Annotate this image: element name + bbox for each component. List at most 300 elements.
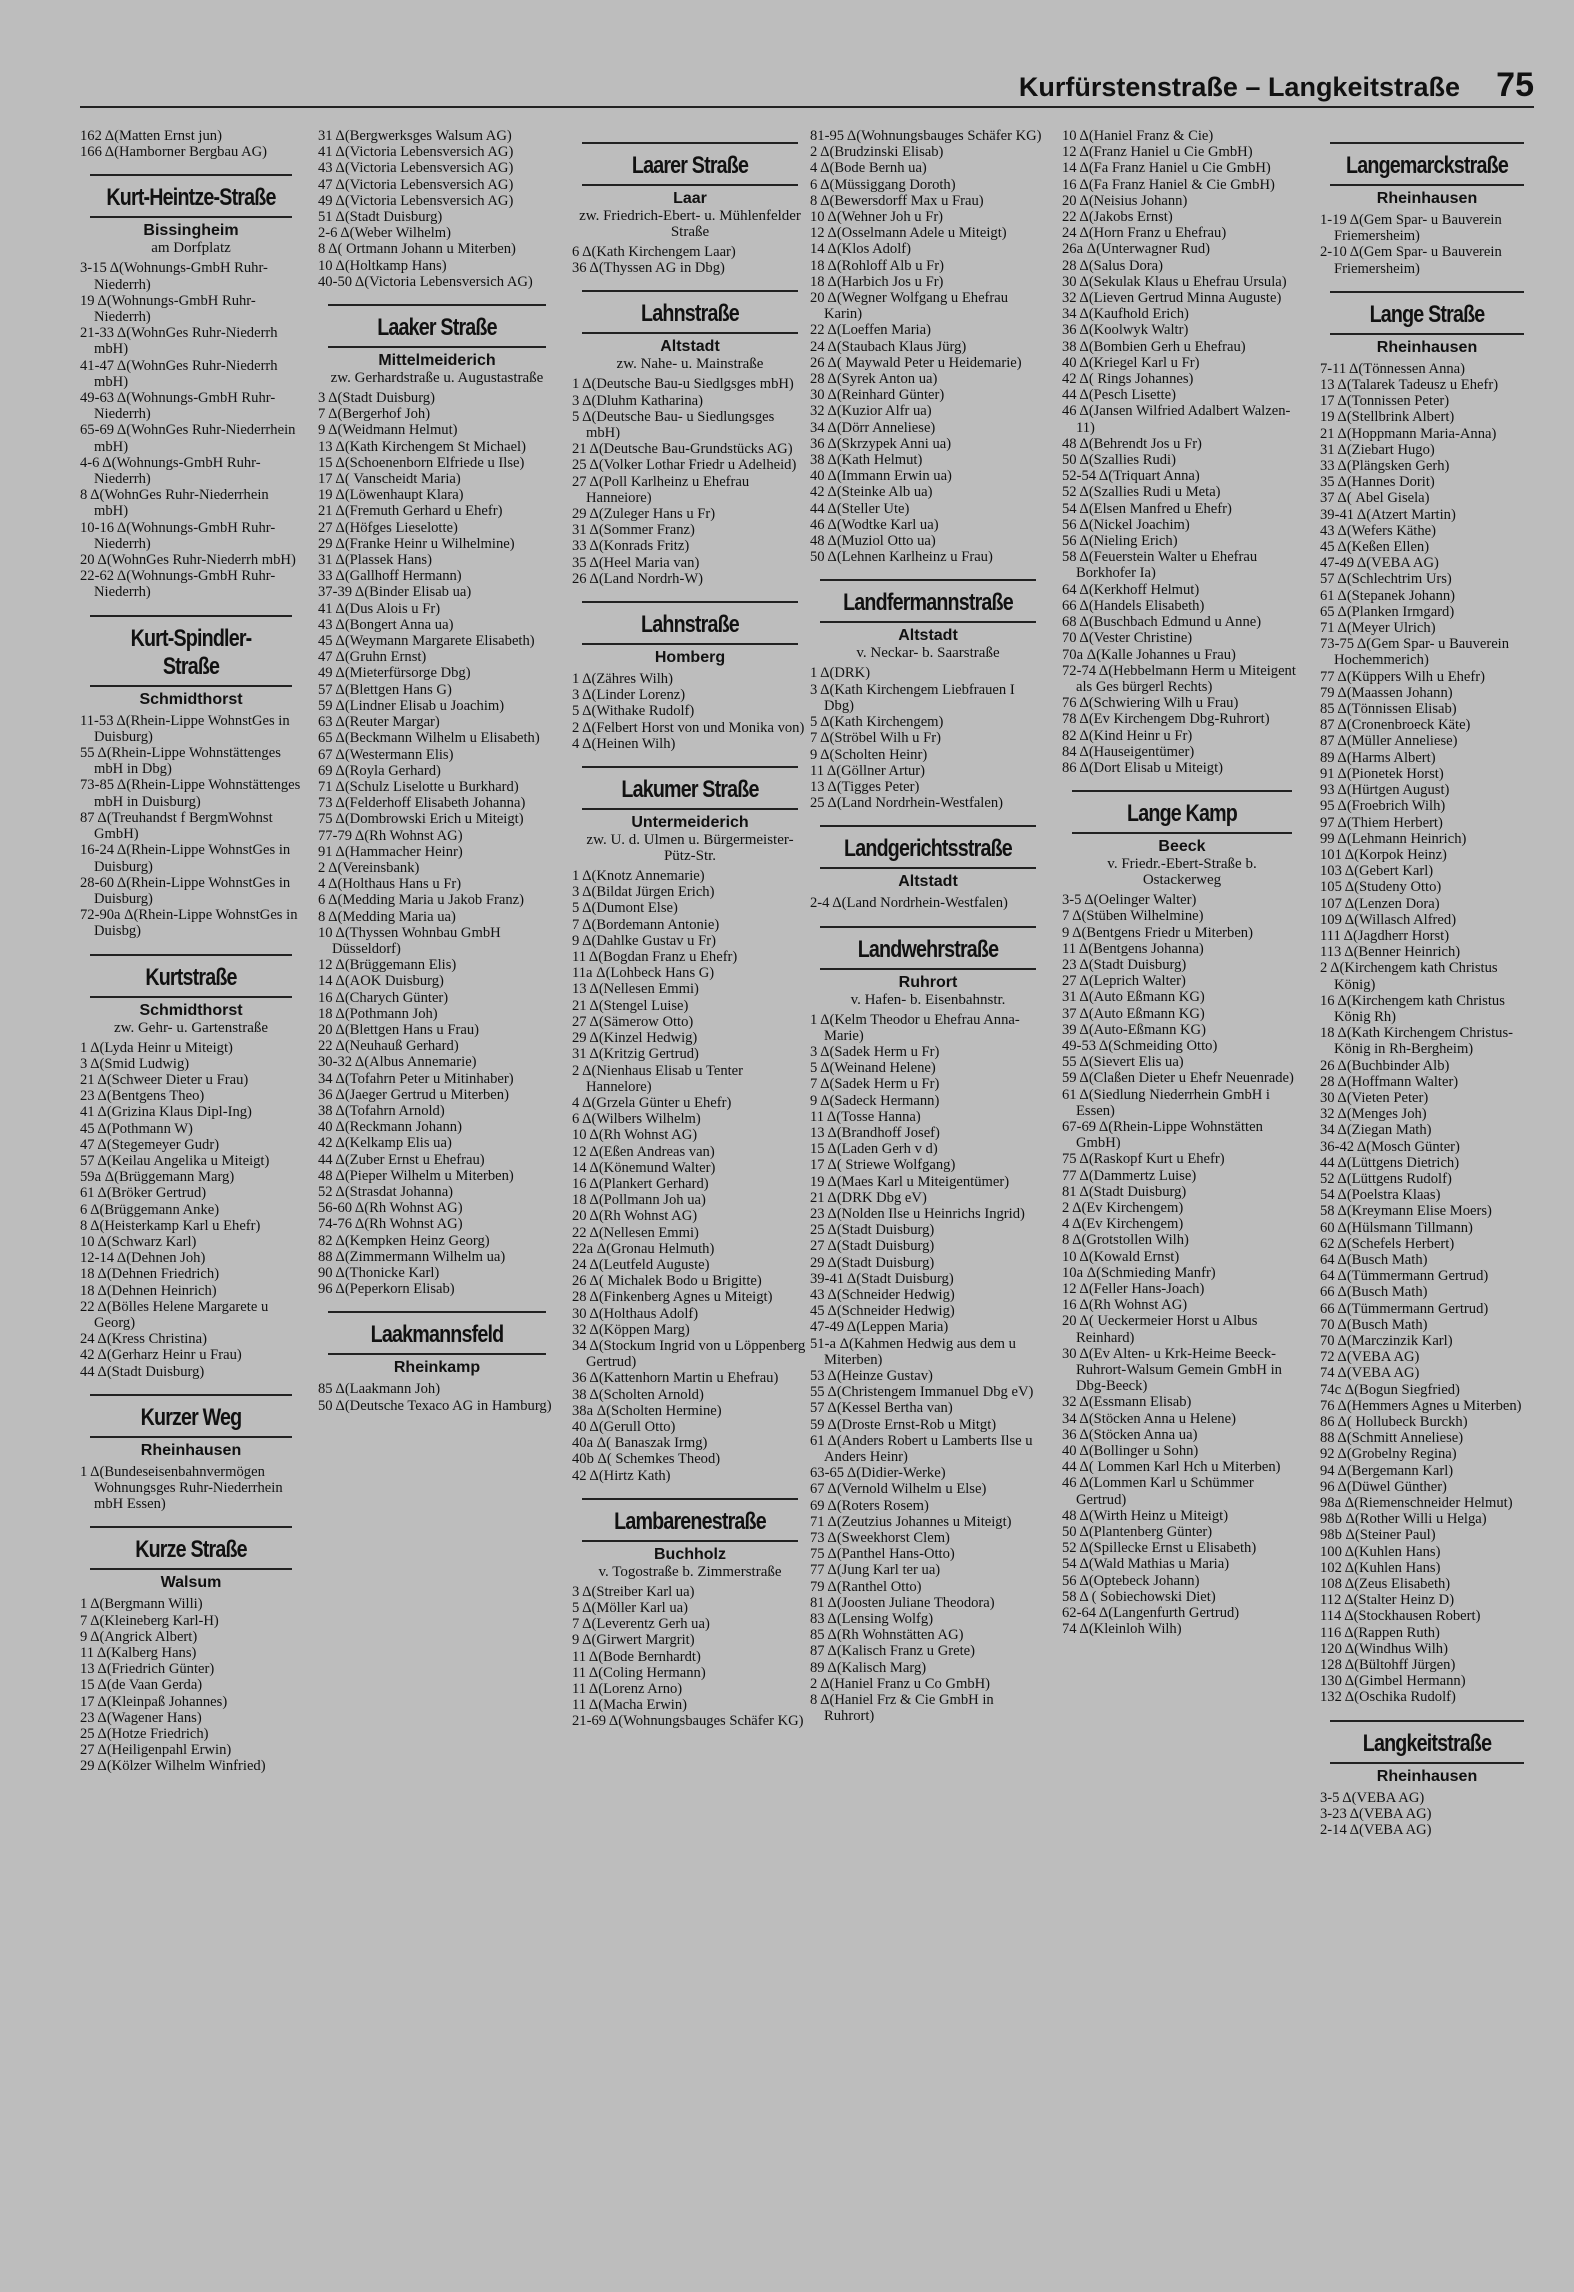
directory-entry: 38 Δ(Scholten Arnold) [572,1386,704,1403]
directory-entry: 66 Δ(Handels Elisabeth) [1062,597,1205,614]
street-range: zw. Gehr- u. Gartenstraße [113,1019,269,1036]
directory-entry: 28 Δ(Hoffmann Walter) [1320,1073,1459,1090]
directory-entry: 13 Δ(Friedrich Günter) [80,1661,215,1678]
directory-entry: 8 Δ(Bewersdorff Max u Frau) [810,192,984,209]
rule-divider [1330,184,1524,186]
directory-entry: 59 Δ(Lindner Elisab u Joachim) [318,697,505,714]
directory-entry: 10a Δ(Schmieding Manfr) [1062,1264,1216,1281]
directory-entry: 7 Δ(Stüben Wilhelmine) [1062,908,1204,925]
street-heading [86,1394,296,1460]
directory-entry: 4-6 Δ(Wohnungs-GmbH Ruhr-Niederrh) [80,454,261,488]
directory-entry: 74 Δ(Kleinloh Wilh) [1062,1621,1182,1638]
page-number: 75 [1496,66,1534,104]
rule-divider [328,346,546,348]
directory-entry: 77 Δ(Jung Karl ter ua) [810,1562,941,1579]
directory-entry: 40b Δ( Schemkes Theod) [572,1451,721,1468]
directory-entry: 45 Δ(Weymann Margarete Elisabeth) [318,633,535,650]
directory-entry: 98b Δ(Rother Willi u Helga) [1320,1511,1487,1528]
directory-entry: 82 Δ(Kempken Heinz Georg) [318,1232,490,1249]
directory-entry: 16 Δ(Charych Günter) [318,989,449,1006]
district-label: Rheinhausen [1376,338,1478,356]
directory-entry: 105 Δ(Studeny Otto) [1320,879,1442,896]
directory-entry: 48 Δ(Muziol Otto ua) [810,533,936,550]
directory-entry: 39 Δ(Auto-Eßmann KG) [1062,1021,1206,1038]
rule-divider [328,1353,546,1355]
directory-entry: 48 Δ(Pieper Wilhelm u Miterben) [318,1167,514,1184]
directory-entry: 11a Δ(Lohbeck Hans G) [572,965,715,982]
directory-entry: 50 Δ(Plantenberg Günter) [1062,1524,1213,1541]
directory-entry: 22 Δ(Bölles Helene Margarete u Georg) [80,1298,269,1331]
directory-entry: 73 Δ(Felderhoff Elisabeth Johanna) [318,795,526,812]
street-name: Kurt-Heintze-Straße [106,184,276,212]
directory-entry: 89 Δ(Harms Albert) [1320,749,1436,766]
directory-entry: 67-69 Δ(Rhein-Lippe Wohnstätten GmbH) [1062,1118,1263,1152]
directory-entry: 81 Δ(Joosten Juliane Theodora) [810,1594,995,1611]
directory-entry: 21 Δ(Hoppmann Maria-Anna) [1320,425,1497,442]
directory-entry: 30 Δ(Sekulak Klaus u Ehefrau Ursula) [1062,273,1287,290]
directory-entry: 4 Δ(Heinen Wilh) [572,735,676,752]
directory-entry: 4 Δ(Holthaus Hans u Fr) [318,876,462,893]
directory-entry: 90 Δ(Thonicke Karl) [318,1265,440,1281]
directory-entry: 17 Δ(Tonnissen Peter) [1320,393,1450,410]
directory-entry: 75 Δ(Raskopf Kurt u Ehefr) [1062,1151,1225,1168]
directory-column [1320,128,1534,2278]
directory-entry: 97 Δ(Thiem Herbert) [1320,814,1443,831]
directory-entry: 40a Δ( Banaszak Irmg) [572,1435,708,1452]
street-heading [816,825,1040,891]
directory-entry: 73 Δ(Sweekhorst Clem) [810,1530,950,1547]
directory-entry: 49 Δ(Mieterfürsorge Dbg) [318,665,471,682]
directory-entry: 5 Δ(Möller Karl ua) [572,1599,688,1616]
directory-entry: 57 Δ(Kessel Bertha van) [810,1400,953,1417]
rule-divider [90,1436,292,1438]
directory-entry: 87 Δ(Treuhandst f BergmWohnst GmbH) [80,809,273,843]
street-heading [86,615,296,709]
directory-entry: 40-50 Δ(Victoria Lebensversich AG) [318,273,533,290]
directory-entry: 31 Δ(Auto Eßmann KG) [1062,989,1205,1006]
directory-entry: 1 Δ(Zähres Wilh) [572,671,673,688]
directory-entry: 1 Δ(Knotz Annemarie) [572,868,705,885]
directory-entry: 35 Δ(Hannes Dorit) [1320,474,1435,491]
directory-entry: 93 Δ(Hürtgen August) [1320,782,1450,799]
directory-entry: 20 Δ( Ueckermeier Horst u Albus Reinhard) [1062,1313,1258,1346]
directory-entry: 8 Δ(Haniel Frz & Cie GmbH in Ruhrort) [810,1692,994,1725]
directory-entry: 3 Δ(Dluhm Katharina) [572,392,703,409]
street-name: Kurze Straße [135,1536,247,1564]
district-label: Bissingheim [143,222,239,240]
directory-entry: 130 Δ(Gimbel Hermann) [1320,1673,1466,1690]
directory-entry: 49-53 Δ(Schmeiding Otto) [1062,1037,1218,1054]
directory-entry: 25 Δ(Land Nordrhein-Westfalen) [810,795,1003,812]
directory-entry: 44 Δ(Pesch Lisette) [1062,387,1176,404]
directory-entry: 21-33 Δ(WohnGes Ruhr-Niederrh mbH) [80,325,278,358]
directory-entry: 24 Δ(Leutfeld Auguste) [572,1256,710,1273]
street-name: Lahnstraße [641,300,739,328]
rule-divider [1072,832,1292,834]
street-name: Laarer Straße [631,152,749,179]
street-heading [1068,790,1296,888]
directory-entry: 3 Δ(Streiber Karl ua) [572,1583,695,1600]
directory-entry: 103 Δ(Gebert Karl) [1320,863,1434,880]
directory-entry: 60 Δ(Hülsmann Tillmann) [1320,1219,1473,1236]
directory-entry: 70a Δ(Kalle Johannes u Frau) [1062,646,1236,663]
directory-entry: 120 Δ(Windhus Wilh) [1320,1640,1448,1657]
street-range: v. Togostraße b. Zimmerstraße [598,1563,782,1580]
directory-entry: 22 Δ(Loeffen Maria) [810,322,931,339]
rule-divider [582,1540,798,1542]
directory-entry: 6 Δ(Kath Kirchengem Laar) [572,244,736,260]
directory-entry: 34 Δ(Dörr Anneliese) [810,419,936,436]
directory-entry: 38 Δ(Bombien Gerh u Ehefrau) [1062,338,1246,355]
street-name: Lange Straße [1369,300,1485,328]
directory-entry: 27 Δ(Heiligenpahl Erwin) [80,1742,232,1759]
directory-entry: 44 Δ(Lüttgens Dietrich) [1320,1154,1460,1171]
directory-entry: 72 Δ(VEBA AG) [1320,1349,1420,1366]
rule-divider [90,685,292,687]
directory-entry: 46 Δ(Lommen Karl u Schümmer Gertrud) [1062,1475,1254,1508]
street-name: Langemarckstraße [1346,152,1508,179]
directory-entry: 26 Δ( Maywald Peter u Heidemarie) [810,354,1022,371]
directory-entry: 81-95 Δ(Wohnungsbauges Schäfer KG) [810,128,1042,144]
directory-entry: 3 Δ(Sadek Herm u Fr) [810,1043,940,1060]
district-label: Buchholz [654,1545,726,1563]
directory-entry: 44 Δ(Stadt Duisburg) [80,1363,205,1380]
directory-entry: 16-24 Δ(Rhein-Lippe WohnstGes in Duisburg) [80,842,291,875]
directory-entry: 16 Δ(Plankert Gerhard) [572,1175,709,1192]
street-name: Landgerichtsstraße [844,835,1012,863]
directory-entry: 58 Δ ( Sobiechowski Diet) [1062,1588,1216,1605]
directory-entry: 22a Δ(Gronau Helmuth) [572,1240,715,1257]
directory-entry: 5 Δ(Withake Rudolf) [572,703,695,720]
directory-entry: 62-64 Δ(Langenfurth Gertrud) [1062,1605,1240,1622]
directory-entry: 2 Δ(Nienhaus Elisab u Tenter Hannelore) [572,1062,744,1095]
directory-entry: 56 Δ(Nickel Joachim) [1062,516,1190,533]
directory-entry: 65-69 Δ(WohnGes Ruhr-Niederrhein mbH) [80,422,296,455]
directory-entry: 43 Δ(Bongert Anna ua) [318,616,454,633]
street-heading [578,142,802,240]
directory-entry: 7 Δ(Leverentz Gerh ua) [572,1616,710,1633]
street-name: Kurt-Spindler-Straße [130,624,252,680]
directory-entry: 9 Δ(Scholten Heinr) [810,746,928,763]
directory-entry: 87 Δ(Cronenbroeck Käte) [1320,717,1471,734]
directory-entry: 18 Δ(Dehnen Heinrich) [80,1282,217,1299]
directory-entry: 10 Δ(Haniel Franz & Cie) [1062,128,1214,144]
directory-entry: 166 Δ(Hamborner Bergbau AG) [80,144,268,161]
directory-entry: 91 Δ(Hammacher Heinr) [318,843,463,860]
directory-entry: 5 Δ(Deutsche Bau- u Siedlungsges mbH) [572,408,775,442]
directory-entry: 128 Δ(Bültohff Jürgen) [1320,1657,1456,1674]
directory-entry: 88 Δ(Zimmermann Wilhelm ua) [318,1248,506,1265]
district-label: Rheinkamp [393,1359,481,1377]
directory-entry: 47 Δ(Gruhn Ernst) [318,649,427,666]
directory-entry: 29 Δ(Stadt Duisburg) [810,1254,935,1271]
directory-entry: 84 Δ(Hauseigentümer) [1062,743,1195,760]
directory-entry: 16 Δ(Rh Wohnst AG) [1062,1297,1188,1314]
directory-entry: 1 Δ(DRK) [810,665,871,682]
directory-entry: 79 Δ(Ranthel Otto) [810,1578,922,1595]
street-heading [324,304,550,386]
directory-entry: 31 Δ(Bergwerksges Walsum AG) [318,128,512,144]
directory-entry: 8 Δ(Medding Maria ua) [318,908,456,925]
directory-entry: 98a Δ(Riemenschneider Helmut) [1320,1495,1513,1512]
directory-entry: 11 Δ(Kalberg Hans) [80,1645,197,1661]
directory-entry: 99 Δ(Lehmann Heinrich) [1320,830,1467,847]
directory-entry: 87 Δ(Kalisch Franz u Grete) [810,1643,975,1660]
directory-entry: 43 Δ(Schneider Hedwig) [810,1286,955,1303]
directory-entry: 50 Δ(Deutsche Texaco AG in Hamburg) [318,1397,552,1414]
directory-entry: 23 Δ(Wagener Hans) [80,1709,202,1726]
directory-entry: 31 Δ(Sommer Franz) [572,522,695,539]
directory-entry: 81 Δ(Stadt Duisburg) [1062,1183,1187,1200]
directory-entry: 100 Δ(Kuhlen Hans) [1320,1543,1441,1560]
street-name: Lahnstraße [641,611,739,639]
directory-entry: 33 Δ(Plängsken Gerh) [1320,458,1450,475]
directory-entry: 34 Δ(Stöcken Anna u Helene) [1062,1410,1236,1427]
directory-entry: 9 Δ(Girwert Margrit) [572,1632,695,1649]
directory-entry: 11 Δ(Coling Hermann) [572,1664,706,1681]
directory-entry: 21 Δ(Stengel Luise) [572,997,689,1014]
directory-entry: 61 Δ(Stepanek Johann) [1320,587,1456,604]
street-name: Langkeitstraße [1362,1729,1492,1757]
directory-entry: 45 Δ(Keßen Ellen) [1320,539,1430,556]
directory-entry: 11-53 Δ(Rhein-Lippe WohnstGes in Duisburg) [80,712,290,745]
directory-entry: 32 Δ(Lieven Gertrud Minna Auguste) [1062,290,1282,307]
directory-entry: 44 Δ(Zuber Ernst u Ehefrau) [318,1151,485,1168]
directory-entry: 48 Δ(Wirth Heinz u Miteigt) [1062,1507,1229,1524]
directory-entry: 75 Δ(Panthel Hans-Otto) [810,1546,955,1563]
directory-entry: 59a Δ(Brüggemann Marg) [80,1169,235,1186]
directory-entry: 41 Δ(Dus Alois u Fr) [318,600,441,617]
directory-entry: 18 Δ(Harbich Jos u Fr) [810,273,944,290]
directory-entry: 67 Δ(Westermann Elis) [318,746,454,763]
directory-entry: 62 Δ(Schefels Herbert) [1320,1235,1455,1252]
directory-entry: 58 Δ(Feuerstein Walter u Ehefrau Borkhofer Ia) [1062,549,1258,582]
rule-divider [820,867,1036,869]
directory-entry: 42 Δ(Steinke Alb ua) [810,484,933,501]
district-label: Homberg [654,649,726,667]
directory-entry: 27 Δ(Höfges Lieselotte) [318,519,458,536]
street-name: Kurtstraße [145,963,237,991]
directory-entry: 36 Δ(Skrzypek Anni ua) [810,435,952,452]
directory-entry: 11 Δ(Bentgens Johanna) [1062,940,1204,957]
directory-entry: 1 Δ(Bundeseisenbahnvermögen Wohnungsges Ruhr-Niederrhein mbH Essen) [80,1463,283,1513]
directory-entry: 9 Δ(Bentgens Friedr u Miterben) [1062,924,1253,941]
directory-entry: 2-14 Δ(VEBA AG) [1320,1822,1432,1839]
directory-entry: 50 Δ(Lehnen Karlheinz u Frau) [810,549,993,566]
directory-entry: 30 Δ(Ev Alten- u Krk-Heime Beeck-Ruhrort-Walsum Gemein GmbH in Dbg-Beeck) [1062,1345,1282,1395]
directory-entry: 37 Δ(Auto Eßmann KG) [1062,1005,1205,1022]
directory-entry: 24 Δ(Horn Franz u Ehefrau) [1062,225,1227,242]
directory-entry: 1 Δ(Lyda Heinr u Miteigt) [80,1039,233,1056]
directory-entry: 38 Δ(Kath Helmut) [810,452,923,469]
directory-entry: 8 Δ(Heisterkamp Karl u Ehefr) [80,1217,261,1234]
directory-entry: 39-41 Δ(Atzert Martin) [1320,506,1456,523]
directory-column [572,128,808,2278]
directory-entry: 66 Δ(Tümmermann Gertrud) [1320,1300,1489,1317]
district-label: Altstadt [898,873,958,891]
rule-divider [820,968,1036,970]
directory-entry: 40 Δ(Gerull Otto) [572,1418,676,1435]
street-name: Kurzer Weg [140,1403,242,1431]
directory-entry: 68 Δ(Buschbach Edmund u Anne) [1062,614,1262,631]
directory-entry: 21 Δ(Schweer Dieter u Frau) [80,1071,249,1088]
directory-entry: 2 Δ(Brudzinski Elisab) [810,144,944,161]
street-heading [86,954,296,1036]
directory-entry: 27 Δ(Leprich Walter) [1062,973,1186,990]
directory-entry: 23 Δ(Bentgens Theo) [80,1088,205,1105]
directory-entry: 88 Δ(Schmitt Anneliese) [1320,1430,1464,1447]
directory-entry: 57 Δ(Schlechtrim Urs) [1320,571,1452,588]
directory-entry: 61 Δ(Anders Robert u Lamberts Ilse u Anders Heinr) [810,1432,1033,1465]
directory-entry: 7 Δ(Bordemann Antonie) [572,916,720,933]
directory-entry: 77 Δ(Küppers Wilh u Ehefr) [1320,668,1485,685]
directory-entry: 41-47 Δ(WohnGes Ruhr-Niederrh mbH) [80,357,278,390]
directory-entry: 13 Δ(Tigges Peter) [810,778,920,795]
directory-entry: 94 Δ(Bergemann Karl) [1320,1462,1454,1479]
directory-entry: 85 Δ(Tönnissen Elisab) [1320,701,1457,718]
directory-entry: 32 Δ(Kuzior Alfr ua) [810,403,932,420]
street-heading [578,766,802,864]
directory-entry: 6 Δ(Medding Maria u Jakob Franz) [318,892,524,909]
directory-entry: 42 Δ( Rings Johannes) [1062,371,1194,388]
directory-entry: 40 Δ(Reckmann Johann) [318,1119,462,1136]
directory-entry: 98b Δ(Steiner Paul) [1320,1527,1436,1544]
directory-entry: 12 Δ(Feller Hans-Joach) [1062,1281,1205,1297]
directory-entry: 18 Δ(Pollmann Joh ua) [572,1192,706,1209]
street-heading [1326,291,1528,357]
directory-entry: 31 Δ(Ziebart Hugo) [1320,441,1435,458]
directory-entry: 38a Δ(Scholten Hermine) [572,1402,722,1419]
directory-entry: 37 Δ( Abel Gisela) [1320,490,1430,507]
directory-entry: 44 Δ(Steller Ute) [810,500,910,517]
directory-entry: 2 Δ(Felbert Horst von und Monika von) [572,719,805,736]
street-name: Lange Kamp [1127,800,1237,828]
rule-divider [820,621,1036,623]
directory-entry: 74c Δ(Bogun Siegfried) [1320,1381,1460,1398]
directory-entry: 64 Δ(Tümmermann Gertrud) [1320,1268,1489,1285]
directory-entry: 114 Δ(Stockhausen Robert) [1320,1608,1481,1625]
district-label: Walsum [160,1574,222,1592]
directory-entry: 112 Δ(Stalter Heinz D) [1320,1592,1455,1609]
directory-entry: 75 Δ(Dombrowski Erich u Miteigt) [318,811,524,828]
directory-entry: 92 Δ(Grobelny Regina) [1320,1446,1457,1463]
directory-entry: 6 Δ(Wilbers Wilhelm) [572,1111,701,1128]
directory-entry: 57 Δ(Keilau Angelika u Miteigt) [80,1152,270,1169]
directory-entry: 33 Δ(Gallhoff Hermann) [318,568,462,585]
directory-entry: 22 Δ(Jakobs Ernst) [1062,209,1173,226]
directory-entry: 55 Δ(Rhein-Lippe Wohnstättenges mbH in Dbg) [80,745,281,778]
directory-entry: 102 Δ(Kuhlen Hans) [1320,1559,1441,1576]
directory-entry: 6 Δ(Brüggemann Anke) [80,1201,220,1218]
directory-entry: 4 Δ(Bode Bernh ua) [810,160,927,177]
directory-entry: 56 Δ(Optebeck Johann) [1062,1572,1200,1589]
directory-entry: 101 Δ(Korpok Heinz) [1320,846,1447,863]
directory-entry: 42 Δ(Hirtz Kath) [572,1467,671,1484]
directory-entry: 8 Δ( Ortmann Johann u Miterben) [318,241,516,258]
directory-entry: 34 Δ(Stockum Ingrid von u Löppenberg Gertrud) [572,1337,806,1371]
district-label: Altstadt [660,338,720,356]
directory-entry: 9 Δ(Sadeck Hermann) [810,1092,940,1109]
directory-entry: 3 Δ(Smid Ludwig) [80,1055,190,1072]
street-name: Lakumer Straße [621,776,759,804]
directory-entry: 12 Δ(Eßen Andreas van) [572,1143,715,1160]
rule-divider [1330,1762,1524,1764]
directory-entry: 18 Δ(Pothmann Joh) [318,1005,438,1022]
directory-entry: 31 Δ(Kritzig Gertrud) [572,1046,699,1063]
directory-entry: 52 Δ(Lüttgens Rudolf) [1320,1170,1452,1187]
directory-entry: 17 Δ( Striewe Wolfgang) [810,1157,956,1174]
directory-entry: 47-49 Δ(VEBA AG) [1320,555,1439,572]
directory-entry: 40 Δ(Immann Erwin ua) [810,468,952,485]
directory-entry: 74-76 Δ(Rh Wohnst AG) [318,1216,463,1233]
directory-entry: 1 Δ(Kelm Theodor u Ehefrau Anna-Marie) [810,1011,1020,1044]
directory-entry: 11 Δ(Göllner Artur) [810,762,926,779]
street-range: v. Neckar- b. Saarstraße [856,645,1000,662]
directory-entry: 13 Δ(Kath Kirchengem St Michael) [318,438,526,455]
street-range: zw. U. d. Ulmen u. Bürgermeister-Pütz-Str. [586,832,794,865]
directory-entry: 43 Δ(Wefers Käthe) [1320,522,1436,539]
directory-entry: 14 Δ(Klos Adolf) [810,241,912,258]
directory-entry: 26 Δ(Buchbinder Alb) [1320,1057,1450,1074]
rule-divider [582,643,798,645]
directory-entry: 20 Δ(Neisius Johann) [1062,192,1188,209]
directory-entry: 72-74 Δ(Hebbelmann Herm u Miteigent als Ges bürgerl Rechts) [1062,662,1296,695]
directory-entry: 67 Δ(Vernold Wilhelm u Else) [810,1481,987,1498]
directory-entry: 46 Δ(Wodtke Karl ua) [810,516,939,533]
directory-entry: 59 Δ(Droste Ernst-Rob u Mitgt) [810,1416,997,1433]
directory-entry: 2 Δ(Ev Kirchengem) [1062,1199,1184,1216]
directory-entry: 19 Δ(Wohnungs-GmbH Ruhr-Niederrh) [80,292,256,326]
directory-entry: 9 Δ(Angrick Albert) [80,1628,198,1645]
street-heading [578,1498,802,1580]
directory-entry: 24 Δ(Staubach Klaus Jürg) [810,338,967,355]
directory-entry: 38 Δ(Tofahrn Arnold) [318,1102,445,1119]
directory-entry: 11 Δ(Bogdan Franz u Ehefr) [572,949,738,966]
directory-entry: 11 Δ(Macha Erwin) [572,1697,688,1714]
directory-entry: 1 Δ(Bergmann Willi) [80,1596,203,1613]
directory-entry: 2 Δ(Haniel Franz u Co GmbH) [810,1675,991,1692]
district-label: Rheinhausen [1376,190,1478,207]
directory-entry: 20 Δ(Rh Wohnst AG) [572,1208,698,1225]
directory-entry: 10 Δ(Rh Wohnst AG) [572,1127,698,1144]
directory-entry: 7 Δ(Bergerhof Joh) [318,406,431,423]
directory-entry: 109 Δ(Willasch Alfred) [1320,911,1457,928]
directory-entry: 25 Δ(Volker Lothar Friedr u Adelheid) [572,457,797,474]
directory-entry: 3 Δ(Stadt Duisburg) [318,390,435,407]
directory-entry: 23 Δ(Stadt Duisburg) [1062,956,1187,973]
directory-entry: 36 Δ(Kattenhorn Martin u Ehefrau) [572,1370,779,1387]
directory-entry: 25 Δ(Hotze Friedrich) [80,1726,209,1743]
directory-entry: 15 Δ(de Vaan Gerda) [80,1677,203,1694]
district-label: Schmidthorst [139,690,243,708]
directory-entry: 28-60 Δ(Rhein-Lippe WohnstGes in Duisburg) [80,874,291,907]
directory-entry: 44 Δ( Lommen Karl Hch u Miterben) [1062,1459,1281,1476]
directory-entry: 61 Δ(Siedlung Niederrhein GmbH i Essen) [1062,1086,1270,1119]
directory-entry: 32 Δ(Essmann Elisab) [1062,1394,1192,1411]
directory-entry: 86 Δ(Dort Elisab u Miteigt) [1062,759,1223,776]
directory-entry: 65 Δ(Beckmann Wilhelm u Elisabeth) [318,730,540,747]
directory-entry: 11 Δ(Lorenz Arno) [572,1681,683,1697]
directory-entry: 50 Δ(Szallies Rudi) [1062,452,1176,469]
directory-entry: 18 Δ(Rohloff Alb u Fr) [810,257,944,274]
street-heading [86,174,296,256]
directory-entry: 79 Δ(Maassen Johann) [1320,684,1453,701]
directory-entry: 52 Δ(Spillecke Ernst u Elisabeth) [1062,1540,1257,1557]
directory-entry: 29 Δ(Zuleger Hans u Fr) [572,506,716,523]
page-title: Kurfürstenstraße – Langkeitstraße [1018,72,1460,102]
directory-entry: 63 Δ(Reuter Margar) [318,714,440,731]
directory-entry: 30-32 Δ(Albus Annemarie) [318,1054,477,1071]
